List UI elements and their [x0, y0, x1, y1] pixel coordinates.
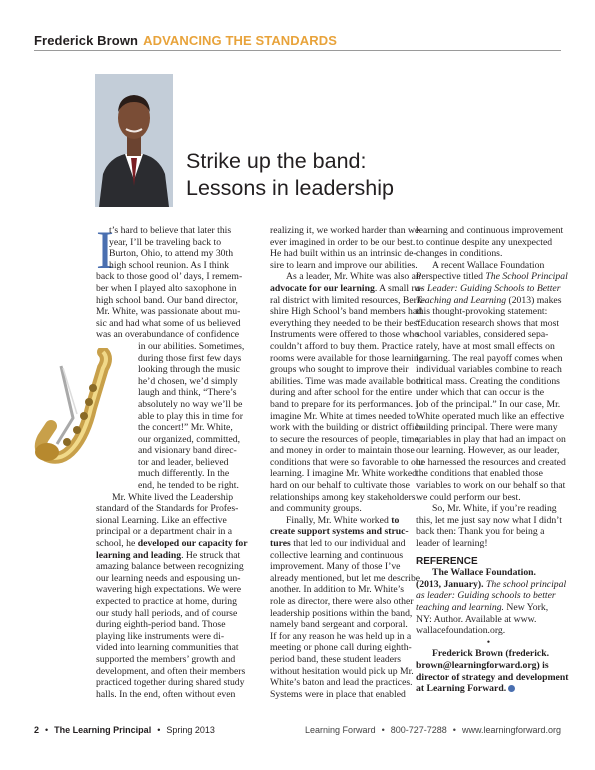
- text-line: So, Mr. White, if you’re reading: [432, 503, 557, 515]
- text-line: and money in order to maintain those: [270, 445, 415, 457]
- journal-name: The Learning Principal: [54, 725, 152, 735]
- text-line: back then: Thank you for being a: [416, 526, 545, 538]
- bio-line: director of strategy and development: [416, 671, 569, 683]
- header-rule: [34, 50, 561, 51]
- author-photo: [95, 74, 173, 207]
- text-line: relationships among key stakeholders: [270, 491, 416, 503]
- text-line: to continue despite any unexpected: [416, 236, 553, 248]
- text-line: abilities. Time was made available both: [270, 375, 424, 387]
- text-line: ber when I played alto saxophone in: [96, 282, 237, 294]
- column-header: [34, 33, 337, 48]
- text-run: . He struck that: [181, 549, 241, 561]
- reference-heading: REFERENCE: [416, 555, 478, 567]
- bio-line: Frederick Brown (frederick.: [432, 648, 550, 660]
- text-line: period band, these student leaders: [270, 653, 402, 665]
- text-line: hard on our behalf to cultivate those: [270, 480, 410, 492]
- text-line: our study hall periods, and of course: [96, 607, 238, 619]
- bio-line: [416, 683, 561, 695]
- text-line: work with the building or district office: [270, 422, 424, 434]
- bullet-separator: •: [157, 725, 161, 735]
- text-run: . A small ru-: [374, 282, 423, 294]
- text-line: to secure the resources of people, time,: [270, 433, 422, 445]
- text-line: rooms were available for those learning: [270, 352, 424, 364]
- text-line: school variables, considered sepa-: [416, 329, 549, 341]
- text-line: supported the members’ growth and: [96, 653, 236, 665]
- footer-right: [305, 725, 561, 735]
- issue-date: Spring 2013: [166, 725, 215, 735]
- title-line-1: Strike up the band:: [186, 149, 367, 173]
- text-line: our learning. However, as our leader,: [416, 445, 560, 457]
- text-line: couldn’t afford to buy them. Practice: [270, 340, 413, 352]
- text-line: looking through the music: [138, 364, 240, 376]
- article-title: [186, 148, 394, 202]
- text-line: conditions that were so favorable to our: [270, 456, 424, 468]
- text-line: the conditions that enabled those: [416, 468, 543, 480]
- text-line: back to those good ol’ days, I remem-: [96, 271, 243, 283]
- text-line: he harnessed the resources and created: [416, 456, 566, 468]
- text-run: New York,: [503, 602, 549, 613]
- text-line: improvement. Many of those I’ve: [270, 561, 401, 573]
- text-line: critical mass. Creating the conditions: [416, 375, 560, 387]
- text-line: our learning needs and espousing un-: [96, 572, 241, 584]
- text-line: sional Learning. Like an effective: [96, 514, 227, 526]
- text-line: [270, 538, 430, 550]
- text-line: job of the principal.” In our case, Mr.: [416, 398, 561, 410]
- text-line: another. In addition to Mr. White’s: [270, 584, 405, 596]
- text-line: groups who sought to improve their: [270, 364, 409, 376]
- text-line: we could perform our best.: [416, 491, 521, 503]
- reference-line: NY: Author. Available at www.: [416, 613, 537, 625]
- text-line: He had built within us an intrinsic de-: [270, 248, 417, 260]
- text-line: much differently. In the: [138, 468, 230, 480]
- text-line: namely band sergeant and corporal.: [270, 619, 408, 631]
- text-line: laugh and think, “There’s: [138, 387, 237, 399]
- text-line: able to play this in time for: [138, 410, 243, 422]
- text-line: amazing balance between recognizing: [96, 561, 244, 573]
- bullet-separator: •: [381, 725, 385, 735]
- italic-run: The School Principal: [485, 271, 568, 283]
- text-line: White operated much like an effective: [416, 410, 565, 422]
- text-line: under which that can occur is the: [416, 387, 545, 399]
- text-line: changes in conditions.: [416, 248, 503, 260]
- text-line: as Leader: Guiding Schools to Better: [416, 282, 561, 294]
- text-line: leadership positions within the band,: [270, 607, 413, 619]
- text-line: sic and had what some of us believed: [96, 317, 241, 329]
- text-line: halls. In the end, often without even: [96, 688, 236, 700]
- bold-run: advocate for our learning: [270, 282, 375, 294]
- title-line-2: Lessons in leadership: [186, 176, 394, 200]
- text-line: [270, 283, 430, 295]
- text-line: Mr. White, was passionate about mu-: [96, 306, 241, 318]
- bold-run: tures: [270, 538, 291, 550]
- text-line: sire to learn and improve our abilities.: [270, 259, 418, 271]
- text-line: building principal. There were many: [416, 422, 558, 434]
- text-line: ever imagined in order to be our best.: [270, 236, 416, 248]
- italic-run: The school principal: [485, 578, 567, 590]
- website-link[interactable]: www.learningforward.org: [461, 725, 561, 735]
- bold-run: developed our capacity for: [137, 538, 248, 550]
- bold-run: at Learning Forward.: [416, 683, 507, 695]
- text-line: learning and continuous improvement: [416, 225, 564, 236]
- text-line: development, and often their members: [96, 665, 246, 677]
- text-line: rately, have at most small effects on: [416, 340, 555, 352]
- article-column-3: [416, 225, 569, 695]
- text-line: in our abilities. Sometimes,: [138, 340, 245, 352]
- text-line: standard of the Standards for Profes-: [96, 503, 239, 515]
- text-line: learning. The real payoff comes when: [416, 352, 563, 364]
- text-line: and community groups.: [270, 503, 362, 515]
- text-line: high school reunion. As I think: [109, 259, 230, 271]
- text-line: band to prepare for its performances. I: [270, 398, 419, 410]
- text-line: our organized, committed,: [138, 433, 241, 445]
- text-line: White’s baton and lead the practices.: [270, 677, 413, 689]
- text-run: school, he: [96, 538, 138, 550]
- text-line: Mr. White lived the Leadership: [112, 491, 234, 503]
- column-name: ADVANCING THE STANDARDS: [143, 33, 338, 48]
- article-column-2: [270, 225, 430, 700]
- text-line: during those first few days: [138, 352, 242, 364]
- reference-line: [416, 578, 567, 591]
- text-line: [96, 550, 256, 562]
- text-line: [96, 538, 256, 550]
- text-line: year, I’ll be traveling back to: [109, 236, 222, 248]
- text-line: Burton, Ohio, to attend my 30th: [109, 248, 234, 260]
- text-line: If for any reason he was held up in a: [270, 630, 412, 642]
- text-line: realizing it, we worked harder than we: [270, 225, 420, 236]
- text-line: leader of learning!: [416, 538, 488, 550]
- text-line: was an overabundance of confidence: [96, 329, 240, 341]
- text-line: create support systems and struc-: [270, 526, 409, 538]
- bio-line: brown@learningforward.org) is: [416, 659, 549, 671]
- text-line: individual variables combine to reach: [416, 364, 562, 376]
- text-line: A recent Wallace Foundation: [432, 259, 545, 271]
- text-line: t’s hard to believe that later this: [109, 225, 232, 236]
- italic-run: teaching and learning.: [416, 602, 504, 613]
- text-line: expected to practice at home, during: [96, 596, 237, 607]
- text-run: that led to our individual and: [290, 538, 406, 550]
- phone-number: 800-727-7288: [390, 725, 447, 735]
- text-line: everything they needed to be their best.: [270, 317, 423, 329]
- text-line: vided into learning communities that: [96, 642, 239, 654]
- text-line: during and after school for the entire: [270, 387, 413, 399]
- text-line: absolutely no way we’ll be: [138, 398, 243, 410]
- text-line: [416, 271, 568, 283]
- text-line: playing like instruments were di-: [96, 630, 225, 642]
- text-line: shire High School’s band members had: [270, 306, 423, 318]
- text-line: ral district with limited resources, Berk-: [270, 294, 425, 306]
- text-line: collective learning and continuous: [270, 549, 404, 561]
- text-run: Perspective titled: [416, 271, 486, 283]
- text-line: meeting or phone call during eighth-: [270, 642, 412, 654]
- text-line: tor and leader, believed: [138, 456, 229, 468]
- separator-bullet: •: [486, 636, 491, 648]
- text-line: learning. I imagine Mr. White worked: [270, 468, 417, 480]
- text-run: Finally, Mr. White worked: [286, 514, 392, 526]
- text-line: [270, 515, 430, 527]
- text-line: Instruments were offered to those who: [270, 329, 420, 341]
- italic-run: Teaching and Learning: [416, 294, 507, 306]
- text-line: and visionary band direc-: [138, 445, 237, 457]
- page-number: 2: [34, 725, 40, 735]
- reference-line: [416, 602, 561, 614]
- text-line: end, he tended to be right.: [138, 480, 239, 492]
- bold-run: to: [391, 514, 400, 526]
- text-line: during eighth-period band. Those: [96, 619, 226, 631]
- drop-cap: I: [96, 220, 114, 280]
- article-column-1: [96, 220, 256, 700]
- text-line: imagine Mr. White at times needed to: [270, 410, 416, 422]
- author-name: Frederick Brown: [34, 33, 139, 48]
- text-line: already mentioned, but let me describe: [270, 572, 421, 584]
- text-line: wavering high expectations. We were: [96, 584, 242, 596]
- bold-run: (2013, January).: [416, 578, 486, 590]
- bullet-separator: •: [452, 725, 456, 735]
- text-line: without hesitation would pick up Mr.: [270, 665, 414, 677]
- reference-url: wallacefoundation.org.: [416, 625, 506, 637]
- text-line: the concert!” Mr. White,: [138, 422, 233, 434]
- reference-line: The Wallace Foundation.: [432, 567, 536, 579]
- org-name: Learning Forward: [305, 725, 376, 735]
- bullet-separator: •: [45, 725, 49, 735]
- text-line: Systems were in place that enabled: [270, 688, 406, 700]
- text-line: variables to work on our behalf so that: [416, 480, 566, 492]
- footer-left: [34, 725, 215, 735]
- text-run: (2013) makes: [506, 294, 562, 306]
- text-line: practiced together during shared study: [96, 677, 245, 689]
- text-line: he’d chosen, we’d simply: [138, 375, 238, 387]
- text-line: this thought-provoking statement:: [416, 306, 548, 318]
- text-line: [416, 295, 561, 307]
- text-line: role as director, there were also other: [270, 596, 414, 607]
- text-line: “Education research shows that most: [416, 317, 560, 329]
- bold-run: learning and leading: [96, 549, 182, 561]
- text-line: principal or a department chair in a: [96, 526, 233, 538]
- text-line: variables in play that had an impact on: [416, 433, 566, 445]
- reference-line: as leader: Guiding schools to better: [416, 590, 556, 602]
- text-line: As a leader, Mr. White was also an: [286, 271, 421, 283]
- end-mark-icon: [508, 685, 515, 692]
- text-line: high school band. Our band director,: [96, 294, 238, 306]
- text-line: this, let me just say now what I didn’t: [416, 514, 562, 526]
